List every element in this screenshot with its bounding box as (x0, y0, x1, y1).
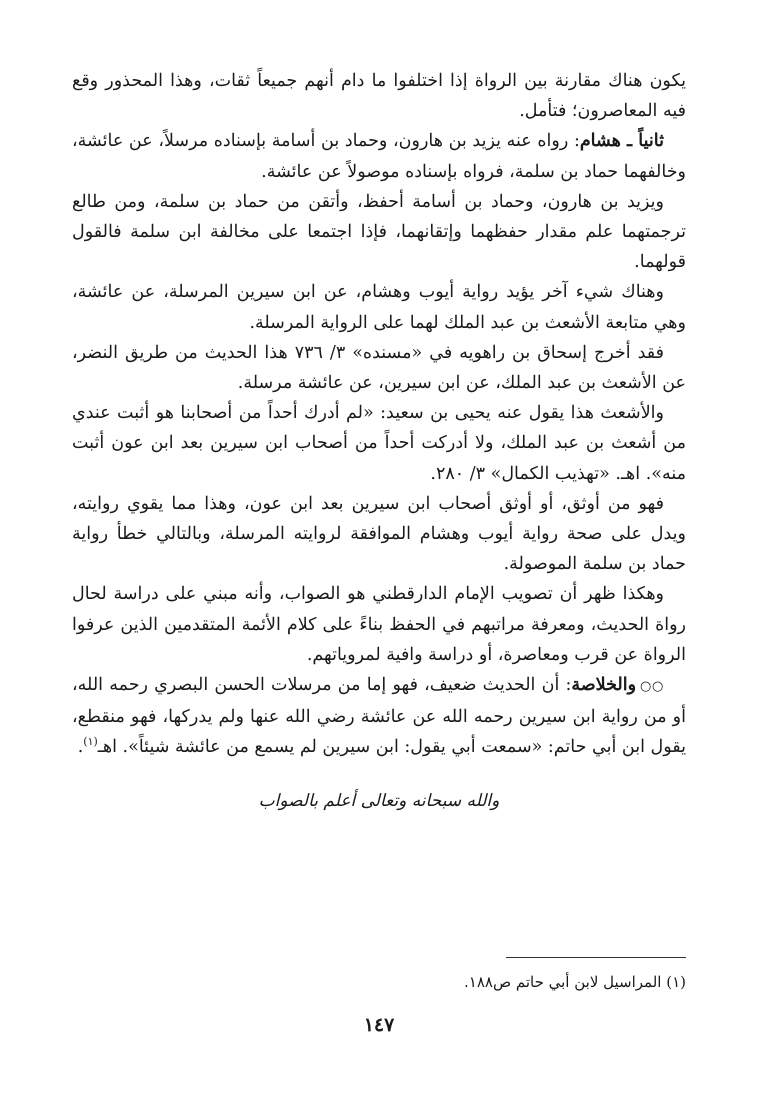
paragraph-9 (72, 670, 686, 763)
paragraph-text: وهكذا ظهر أن تصويب الإمام الدارقطني هو الصواب، وأنه مبني على دراسة لحال رواة الحديث، ومعرفة مراتبهم في الحفظ بناءً على كلام الأئمة المتقدمين الذين عرفوا الرواة عن قرب ومعاصرة، أو دراسة وافية لمروياتهم. (72, 584, 686, 665)
paragraph-7 (72, 489, 686, 580)
ornament-icon: ○○ (640, 679, 665, 695)
body-text (72, 66, 686, 763)
paragraph-5 (72, 338, 686, 398)
paragraph-text: يكون هناك مقارنة بين الرواة إذا اختلفوا ما دام أنهم جميعاً ثقات، وهذا المحذور وقع فيه المعاصرون؛ فتأمل. (72, 71, 686, 122)
page (72, 66, 686, 1106)
paragraph-text: والأشعث هذا يقول عنه يحيى بن سعيد: «لم أدرك أحداً من أصحابنا هو أثبت عندي من أشعث بن عبد الملك، ولا أدركت أحداً من أصحاب ابن سيرين بعد ابن عون أثبت منه». اهـ. «تهذيب الكمال» ٣/ ٢٨٠. (72, 403, 686, 484)
paragraph-tail: . (77, 737, 84, 758)
paragraph-text: : رواه عنه يزيد بن هارون، وحماد بن أسامة بإسناده مرسلاً، عن عائشة، وخالفهما حماد بن سلمة، فرواه بإسناده موصولاً عن عائشة. (72, 131, 686, 182)
footnote-reference: (١) (83, 735, 98, 749)
paragraph-text: فقد أخرج إسحاق بن راهويه في «مسنده» ٣/ ٧٣٦ هذا الحديث من طريق النضر، عن الأشعث بن عبد الملك، عن ابن سيرين، عن عائشة مرسلة. (72, 342, 686, 394)
closing-phrase: والله سبحانه وتعالى أعلم بالصواب (258, 790, 500, 811)
footnote-divider (506, 957, 686, 958)
paragraph-lead: والخلاصة (571, 675, 637, 696)
paragraph-text: ويزيد بن هارون، وحماد بن أسامة أحفظ، وأتقن من حماد بن سلمة، ومن طالع ترجمتهما علم مقدار حفظهما وإتقانهما، فإذا اجتمعا على مخالفة ابن سلمة فالقول قولهما. (72, 191, 686, 273)
paragraph-text: وهناك شيء آخر يؤيد رواية أيوب وهشام، عن ابن سيرين المرسلة، عن عائشة، وهي متابعة الأشعث بن عبد الملك لهما على الرواية المرسلة. (72, 282, 686, 333)
paragraph-lead: ثانياً ـ هشام (579, 131, 664, 152)
footnote: (١) المراسيل لابن أبي حاتم ص١٨٨. (463, 973, 686, 991)
paragraph-8 (72, 579, 686, 670)
paragraph-2 (72, 126, 686, 186)
paragraph-3 (72, 187, 686, 278)
paragraph-text: فهو من أوثق، أو أوثق أصحاب ابن سيرين بعد ابن عون، وهذا مما يقوي روايته، ويدل على صحة رواية أيوب وهشام الموافقة لروايته المرسلة، وبالتالي خطأ رواية حماد بن سلمة الموصولة. (72, 493, 686, 575)
paragraph-1 (72, 66, 686, 126)
paragraph-4 (72, 277, 686, 337)
paragraph-text: : أن الحديث ضعيف، فهو إما من مرسلات الحسن البصري رحمه الله، أو من رواية ابن سيرين رحمه الله عن عائشة رضي الله عنها ولم يدركها، فهو منقطع، يقول ابن أبي حاتم: «سمعت أبي يقول: ابن سيرين لم يسمع من عائشة شيئاً». اهـ (72, 675, 686, 758)
page-number: ١٤٧ (363, 1014, 395, 1036)
paragraph-6 (72, 398, 686, 489)
